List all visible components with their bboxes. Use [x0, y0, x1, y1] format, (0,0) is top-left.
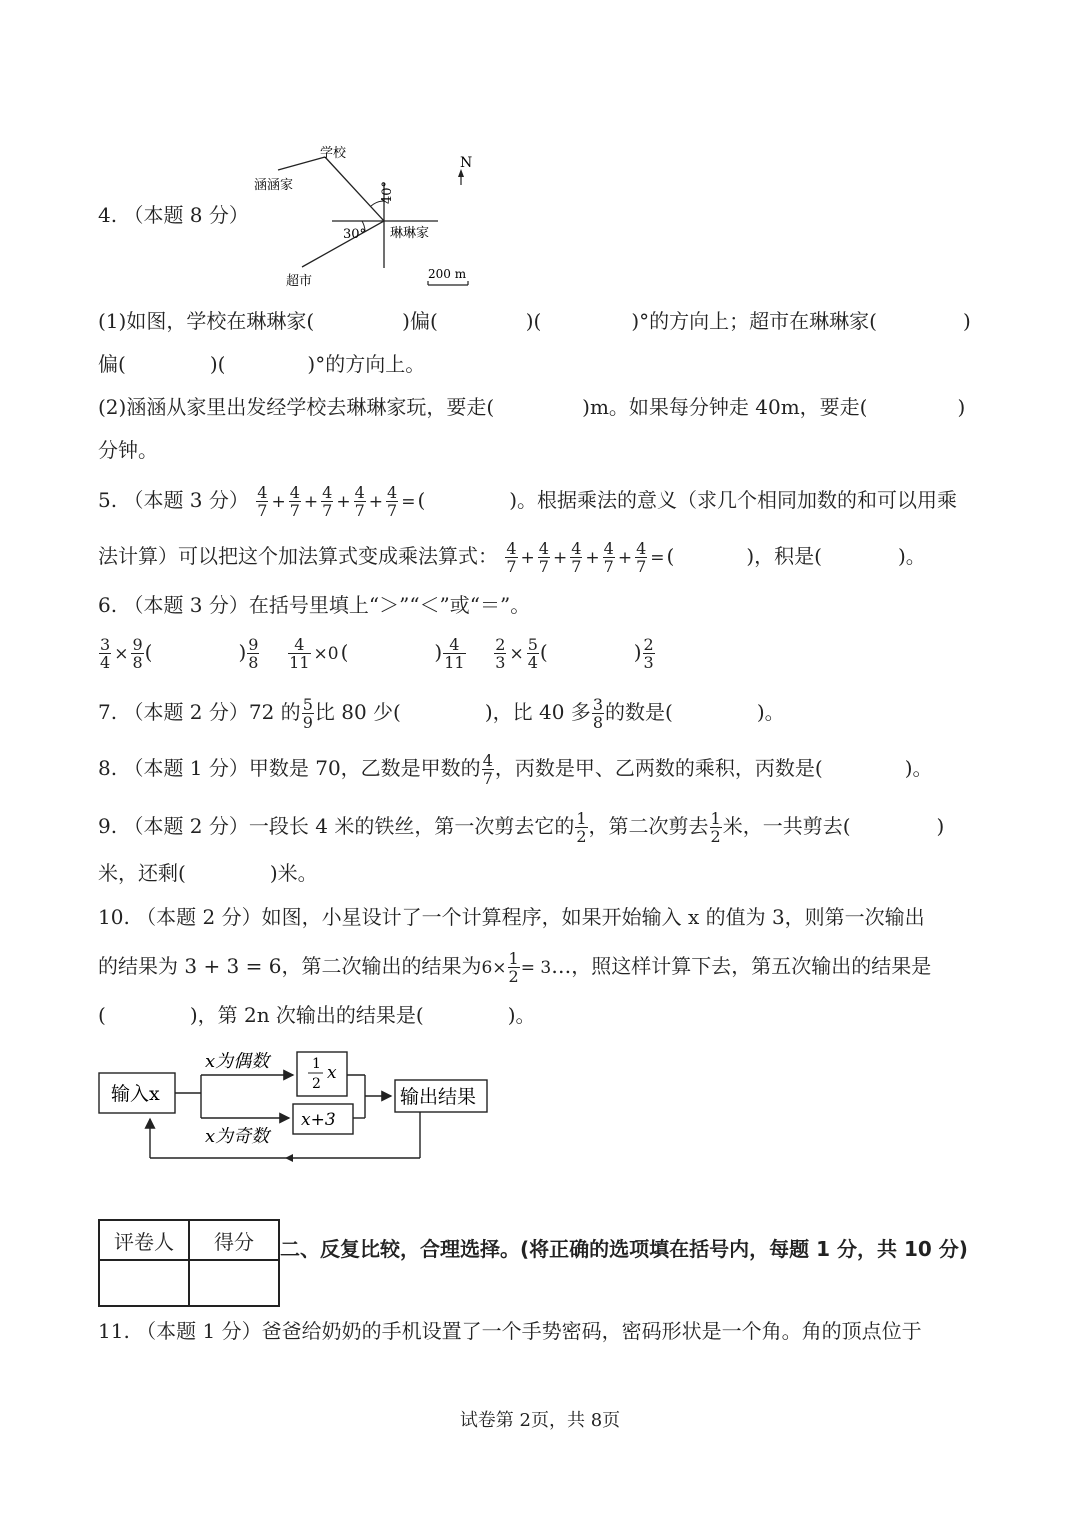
q9-line2: 米，还剩( )米。 — [98, 861, 318, 885]
q4-part2-line2: 分钟。 — [98, 438, 158, 462]
angle-north-label: 40° — [380, 180, 395, 204]
flow-output-label: 输出结果 — [400, 1086, 477, 1108]
flow-plus3-label: x+3 — [301, 1110, 336, 1130]
score-cell — [189, 1260, 279, 1306]
q4-part1-line1: (1)如图，学校在琳琳家( )偏( )( )°的方向上；超市在琳琳家( ) — [98, 309, 971, 333]
supermarket-label: 超市 — [286, 274, 313, 289]
hanhan-home-label: 涵涵家 — [254, 178, 294, 193]
reviewer-header: 评卷人 — [99, 1220, 189, 1260]
q4-part1-line2: 偏( )( )°的方向上。 — [98, 352, 426, 376]
q4-label: 4. （本题 8 分） — [98, 203, 249, 227]
q8-line: 8. （本题 1 分）甲数是 70，乙数是甲数的 $\frac{4}{7}$ ，丙数是甲、乙两数的乘积，丙数是( )。 — [98, 750, 933, 788]
q4-part2-line1: (2)涵涵从家里出发经学校去琳琳家玩，要走( )m。如果每分钟走 40m，要走( ) — [98, 395, 966, 419]
north-label: N — [460, 155, 473, 171]
flow-even-label: x为偶数 — [205, 1051, 270, 1072]
q11-line: 11. （本题 1 分）爸爸给奶奶的手机设置了一个手势密码，密码形状是一个角。角的顶点位于 — [98, 1319, 922, 1343]
angle-west-label: 30° — [343, 227, 367, 242]
linlin-home-label: 琳琳家 — [390, 226, 430, 241]
flow-half-num: 1 — [312, 1056, 321, 1072]
flow-half-box — [297, 1052, 347, 1096]
q5-line1: 5. （本题 3 分） $\frac{4}{7}$ + $\frac{4}{7}$ + $\frac{4}{7}$ + $\frac{4}{7}$ + $\frac{4}{7}$ = ( )。根据乘法的意义（求几个相同加数的和可以用乘 — [98, 482, 958, 520]
q6-label: 6. （本题 3 分）在括号里填上“＞”“＜”或“＝”。 — [98, 593, 531, 617]
score-header: 得分 — [189, 1220, 279, 1260]
flow-half-den: 2 — [312, 1076, 321, 1092]
flow-odd-label: x为奇数 — [205, 1126, 270, 1147]
flow-half-x: x — [327, 1063, 337, 1083]
section2-title: 二、反复比较，合理选择。(将正确的选项填在括号内，每题 1 分，共 10 分) — [280, 1237, 968, 1261]
reviewer-cell — [99, 1260, 189, 1306]
page-footer: 试卷第 2页，共 8页 — [459, 1410, 621, 1431]
q5-line2: 法计算）可以把这个加法算式变成乘法算式： $\frac{4}{7}$ + $\frac{4}{7}$ + $\frac{4}{7}$ + $\frac{4}{7}$ + $\frac{4}{7}$ = ( )，积是( )。 — [98, 538, 926, 576]
q6-comparisons: $\frac{3}{4}$ × $\frac{9}{8}$ ( ) $\frac{9}{8}$ $\frac{4}{11}$ ×0 ( ) $\frac{4}{11}$ $\frac{2}{3}$ × $\frac{5}{4}$ ( ) $\frac{2}{3}$ — [100, 634, 654, 672]
flowchart — [95, 1040, 495, 1165]
q9-line1: 9. （本题 2 分）一段长 4 米的铁丝，第一次剪去它的 $\frac{1}{2}$ ，第二次剪去 $\frac{1}{2}$ 米，一共剪去( ) — [98, 808, 945, 846]
school-label: 学校 — [320, 146, 347, 161]
flow-input-label: 输入x — [111, 1083, 160, 1105]
direction-map — [240, 135, 490, 295]
q10-line3: ( )，第 2n 次输出的结果是( )。 — [98, 1003, 536, 1027]
score-table — [98, 1219, 280, 1307]
scale-label: 200 m — [428, 267, 467, 281]
q10-line2: 的结果为 3 + 3 = 6，第二次输出的结果为6× $\frac{1}{2}$ = 3…，照这样计算下去，第五次输出的结果是 — [98, 948, 932, 986]
q7-line: 7. （本题 2 分）72 的 $\frac{5}{9}$ 比 80 少( )，比 40 多 $\frac{3}{8}$ 的数是( )。 — [98, 694, 785, 732]
q10-line1: 10. （本题 2 分）如图，小星设计了一个计算程序，如果开始输入 x 的值为 3，则第一次输出 — [98, 905, 925, 929]
